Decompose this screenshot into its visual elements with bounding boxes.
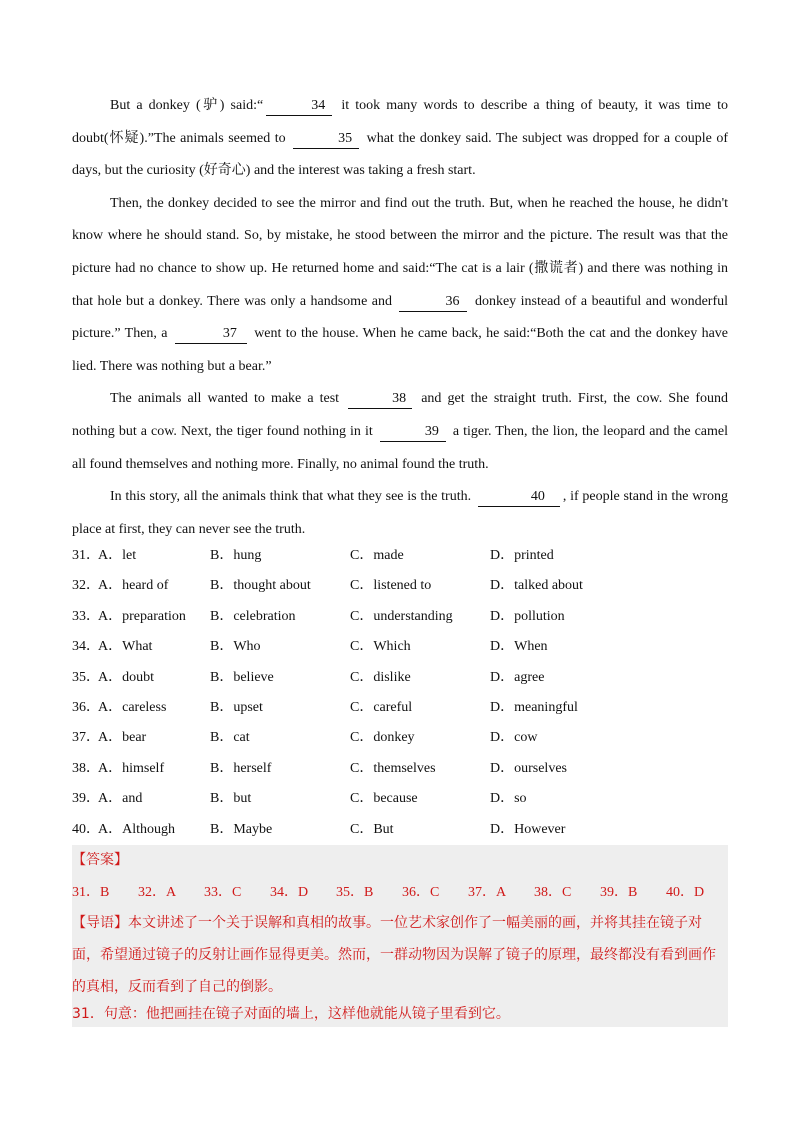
text: donkey instead of a beautiful and wonderful picture.” Then, a — [72, 293, 729, 342]
option-c: C．careful — [350, 699, 413, 715]
passage — [72, 90, 728, 546]
blank-34: 34 — [266, 97, 332, 116]
option-d: D．cow — [490, 730, 538, 746]
option-a: A．doubt — [98, 669, 154, 685]
answer-key: 35．B — [336, 885, 374, 900]
explanation-31: 31．句意：他把画挂在镜子对面的墙上，这样他就能从镜子里看到它。 — [72, 1006, 510, 1022]
guide-text: 【导语】本文讲述了一个关于误解和真相的故事。一位艺术家创作了一幅美丽的画，并将其挂在镜子对面，希望通过镜子的反射让画作显得更美。然而，一群动物因为误解了镜子的原理，最终都没有看到画作的真相，反而看到了自己的倒影。 — [72, 915, 716, 995]
text: , if people stand in the wrong place at first, they can never see the truth. — [72, 489, 728, 537]
option-c: C．Which — [350, 639, 411, 655]
option-c: C．understanding — [350, 608, 453, 624]
text: what the donkey said. The subject was dropped for a couple of days, but the curiosity (好奇心) and the interest was taking a fresh start. — [72, 130, 729, 179]
text: it took many words to describe a thing of beauty, it was time to doubt(怀疑).”The animals seemed to — [72, 98, 728, 146]
answer-title: 【答案】 — [72, 852, 128, 868]
text: But a donkey (驴) said:“ — [110, 98, 264, 113]
option-b: B．Maybe — [210, 821, 273, 837]
option-a: A．Although — [98, 821, 175, 837]
answer-section — [72, 845, 728, 1027]
question-39 — [72, 784, 728, 814]
question-40 — [72, 815, 728, 845]
option-a: A．careless — [98, 699, 167, 715]
option-b: B．hung — [210, 548, 262, 563]
question-number: 39． — [72, 791, 100, 807]
option-d: D．talked about — [490, 578, 583, 594]
option-d: D．meaningful — [490, 699, 578, 715]
blank-40: 40 — [478, 488, 560, 507]
blank-36: 36 — [399, 293, 467, 312]
option-b: B．but — [210, 791, 252, 807]
option-a: A．preparation — [98, 608, 186, 624]
question-35 — [72, 663, 728, 693]
option-b: B．believe — [210, 669, 274, 685]
option-a: A．and — [98, 791, 143, 807]
answer-key: 38．C — [534, 885, 572, 900]
option-a: A．What — [98, 639, 153, 655]
question-32 — [72, 571, 728, 601]
option-b: B．upset — [210, 699, 263, 715]
answer-key: 39．B — [600, 885, 638, 900]
question-37 — [72, 723, 728, 753]
question-number: 33． — [72, 608, 100, 624]
option-b: B．thought about — [210, 578, 311, 594]
paragraph-3 — [72, 383, 728, 481]
question-number: 38． — [72, 760, 100, 776]
question-33 — [72, 602, 728, 632]
question-36 — [72, 693, 728, 723]
blank-39: 39 — [380, 423, 446, 442]
answer-key: 32．A — [138, 885, 177, 900]
answer-keys — [72, 881, 728, 901]
answer-key: 36．C — [402, 885, 440, 900]
question-38 — [72, 754, 728, 784]
paragraph-4 — [72, 481, 728, 546]
text: In this story, all the animals think that what they see is the truth. — [110, 489, 472, 505]
option-d: D．pollution — [490, 608, 565, 624]
text: Then, the donkey decided to see the mirror and find out the truth. But, when he reached the house, he didn't know where he should stand. So, by mistake, he stood between the mirror and the picture. The result was that the picture had no chance to show up. He returned home and said:“The cat is a lair (撒谎者) and there was nothing in that hole but a donkey. There was only a handsome and — [72, 195, 728, 309]
answer-key: 31．B — [72, 885, 110, 900]
option-a: A．heard of — [98, 578, 169, 594]
answer-key: 34．D — [270, 885, 309, 900]
text: The animals all wanted to make a test — [110, 391, 340, 407]
option-c: C．But — [350, 821, 394, 837]
blank-38: 38 — [348, 390, 412, 409]
blank-37: 37 — [175, 325, 247, 344]
option-a: A．bear — [98, 730, 147, 746]
option-c: C．listened to — [350, 578, 432, 594]
option-d: D．However — [490, 821, 566, 837]
question-number: 40． — [72, 821, 100, 837]
text: a tiger. Then, the lion, the leopard and the camel all found themselves and nothing more. Finally, no animal found the truth. — [72, 423, 729, 472]
question-31 — [72, 541, 728, 571]
option-b: B．celebration — [210, 608, 296, 624]
question-34 — [72, 632, 728, 662]
option-c: C．because — [350, 791, 418, 807]
option-c: C．themselves — [350, 760, 436, 776]
option-c: C．dislike — [350, 669, 411, 685]
question-number: 37． — [72, 730, 100, 746]
answer-key: 40．D — [666, 885, 705, 900]
option-c: C．donkey — [350, 730, 415, 746]
paragraph-1 — [72, 90, 728, 188]
answer-key: 33．C — [204, 885, 242, 900]
option-a: A．let — [98, 548, 137, 563]
question-number: 35． — [72, 669, 100, 685]
option-b: B．Who — [210, 639, 261, 655]
option-d: D．When — [490, 639, 548, 655]
question-number: 36． — [72, 699, 100, 715]
option-b: B．cat — [210, 730, 250, 746]
question-number: 32． — [72, 578, 100, 594]
option-a: A．himself — [98, 760, 165, 776]
option-c: C．made — [350, 548, 404, 563]
text: went to the house. When he came back, he said:“Both the cat and the donkey have lied. There was nothing but a bear.” — [72, 326, 729, 374]
option-d: D．ourselves — [490, 760, 567, 776]
option-b: B．herself — [210, 760, 272, 776]
options-list — [72, 541, 728, 845]
option-d: D．so — [490, 791, 527, 807]
option-d: D．printed — [490, 548, 554, 563]
question-number: 31． — [72, 548, 100, 563]
blank-35: 35 — [293, 130, 359, 149]
question-number: 34． — [72, 639, 100, 655]
text: and get the straight truth. First, the cow. She found nothing but a cow. Next, the tiger found nothing in it — [72, 391, 729, 439]
option-d: D．agree — [490, 669, 545, 685]
answer-key: 37．A — [468, 885, 507, 900]
paragraph-2 — [72, 188, 728, 384]
